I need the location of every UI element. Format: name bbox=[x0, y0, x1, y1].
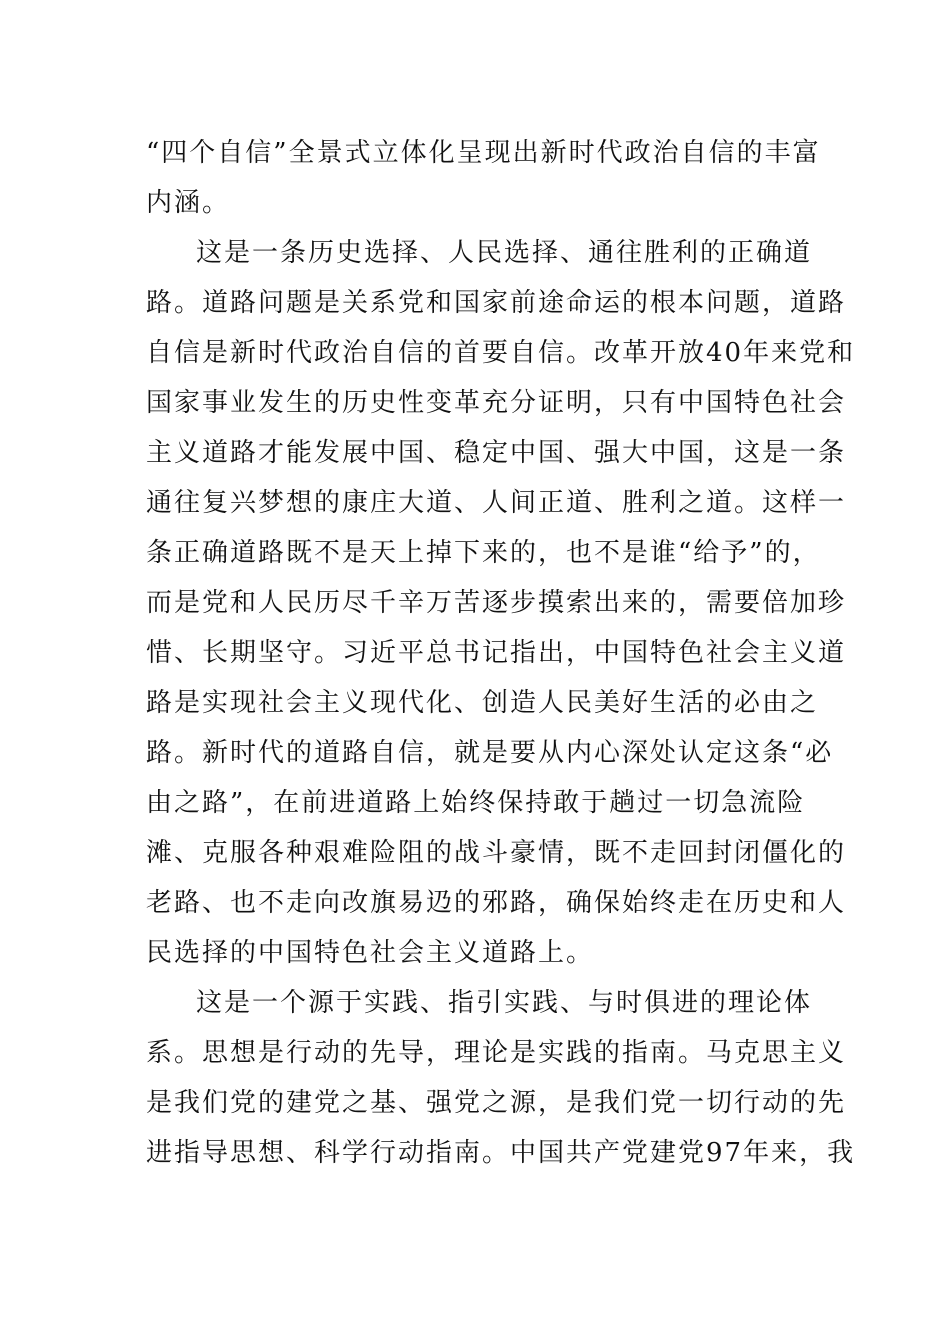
text-line: 民选择的中国特色社会主义道路上。 bbox=[146, 938, 595, 968]
text-line: 由之路”，在前进道路上始终保持敢于趟过一切急流险 bbox=[146, 788, 806, 818]
text-line: 条正确道路既不是天上掉下来的，也不是谁“给予”的， bbox=[146, 538, 821, 568]
text-line: 是我们党的建党之基、强党之源，是我们党一切行动的先 bbox=[146, 1088, 847, 1118]
text-line: 自信是新时代政治自信的首要自信。改革开放40年来党和 bbox=[146, 338, 856, 368]
text-line: 路。道路问题是关系党和国家前途命运的根本问题，道路 bbox=[146, 288, 847, 318]
text-line: 内涵。 bbox=[146, 188, 231, 218]
text-line: 系。思想是行动的先导，理论是实践的指南。马克思主义 bbox=[146, 1038, 847, 1068]
text-line: 国家事业发生的历史性变革充分证明，只有中国特色社会 bbox=[146, 388, 847, 418]
text-line: 惜、长期坚守。习近平总书记指出，中国特色社会主义道 bbox=[146, 638, 847, 668]
text-line: 进指导思想、科学行动指南。中国共产党建党97年来，我 bbox=[146, 1138, 856, 1168]
text-line: 通往复兴梦想的康庄大道、人间正道、胜利之道。这样一 bbox=[146, 488, 847, 518]
text-line: “四个自信”全景式立体化呈现出新时代政治自信的丰富 bbox=[146, 138, 821, 168]
text-line: 而是党和人民历尽千辛万苦逐步摸索出来的，需要倍加珍 bbox=[146, 588, 847, 618]
text-line: 路是实现社会主义现代化、创造人民美好生活的必由之 bbox=[146, 688, 819, 718]
text-line: 老路、也不走向改旗易辸的邪路，确保始终走在历史和人 bbox=[146, 888, 847, 918]
text-line: 路。新时代的道路自信，就是要从内心深处认定这条“必 bbox=[146, 738, 834, 768]
text-line: 滩、克服各种艰难险阻的战斗豪情，既不走回封闭僵化的 bbox=[146, 838, 847, 868]
paragraph-first-line: 这是一个源于实践、指引实践、与时俱进的理论体 bbox=[196, 988, 813, 1018]
paragraph-first-line: 这是一条历史选择、人民选择、通往胜利的正确道 bbox=[196, 238, 813, 268]
text-line: 主义道路才能发展中国、稳定中国、强大中国，这是一条 bbox=[146, 438, 847, 468]
